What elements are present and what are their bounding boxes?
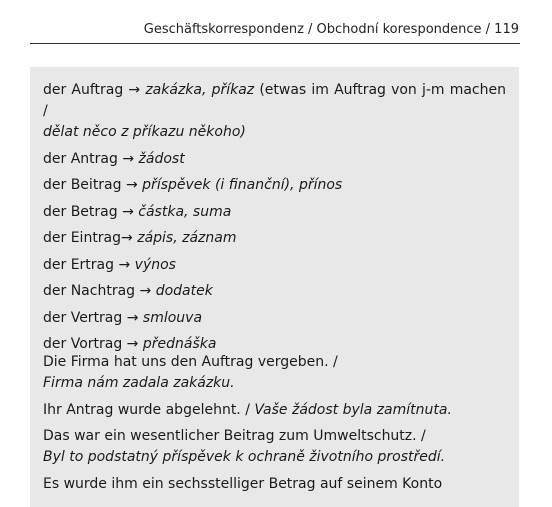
arrow: → (117, 150, 139, 167)
arrow: → (123, 82, 146, 98)
example-sentence (43, 426, 506, 468)
example-sentence (43, 352, 506, 394)
arrow: → (122, 309, 143, 326)
vocab-entry-beitrag (43, 175, 506, 196)
example-german: Die Firma hat uns den Auftrag vergeben. / (43, 354, 338, 370)
running-head: Geschäftskorrespondenz / Obchodní korespondence / 119 (143, 22, 519, 37)
vocabulary-list (43, 80, 506, 361)
czech-term: příspěvek (i finanční), přínos (142, 177, 343, 193)
czech-term: žádost (138, 150, 185, 167)
german-term: der Nachtrag (43, 283, 136, 299)
example-czech: Vaše žádost byla zamítnuta. (254, 401, 452, 418)
czech-term: zápis, záznam (137, 230, 237, 246)
example-sentence-cut: Es wurde ihm ein sechsstelliger Betrag auf seinem Konto (43, 475, 443, 492)
arrow: → (117, 203, 139, 220)
german-term: der Eintrag (43, 230, 122, 246)
vocab-entry-line (43, 80, 506, 122)
example-czech: Firma nám zadala zakázku. (43, 375, 235, 391)
german-term: der Betrag (43, 203, 118, 220)
arrow: → (135, 283, 156, 299)
vocab-entry-eintrag (43, 228, 506, 249)
vocab-entry-ertrag (43, 255, 506, 276)
czech-term: přednáška (142, 336, 217, 352)
german-term: der Vertrag (43, 309, 123, 326)
arrow: → (122, 336, 143, 352)
example-sentence (43, 400, 506, 421)
example-czech: Byl to podstatný příspěvek k ochraně životního prostředí. (43, 449, 446, 465)
arrow: → (114, 256, 135, 273)
czech-term: dodatek (155, 283, 213, 299)
vocab-entry-betrag (43, 202, 506, 223)
czech-term: smlouva (142, 309, 203, 326)
german-term: der Antrag (43, 150, 118, 167)
german-term: der Beitrag (43, 177, 122, 193)
usage-note: (etwas im Auftrag von j-m machen / (43, 82, 506, 119)
german-term: der Ertrag (43, 256, 115, 273)
header-rule (30, 43, 520, 44)
czech-term: částka, suma (138, 203, 232, 220)
vocab-entry-vertrag (43, 308, 506, 329)
vocab-entry-antrag (43, 149, 506, 170)
vocab-entry-auftrag (43, 80, 506, 143)
example-german: Das war ein wesentlicher Beitrag zum Umweltschutz. / (43, 428, 426, 444)
arrow: → (121, 230, 138, 246)
vocabulary-box (30, 67, 519, 507)
example-sentences (43, 352, 506, 500)
vocab-entry-nachtrag (43, 281, 506, 302)
arrow: → (121, 177, 143, 193)
czech-term: výnos (134, 256, 176, 273)
example-german: Ihr Antrag wurde abgelehnt. / (43, 401, 255, 418)
german-term: der Vortrag (43, 336, 123, 352)
usage-note-translation: dělat něco z příkazu někoho) (43, 124, 246, 140)
german-term: der Auftrag (43, 82, 124, 98)
czech-term: zakázka, příkaz (145, 82, 255, 98)
